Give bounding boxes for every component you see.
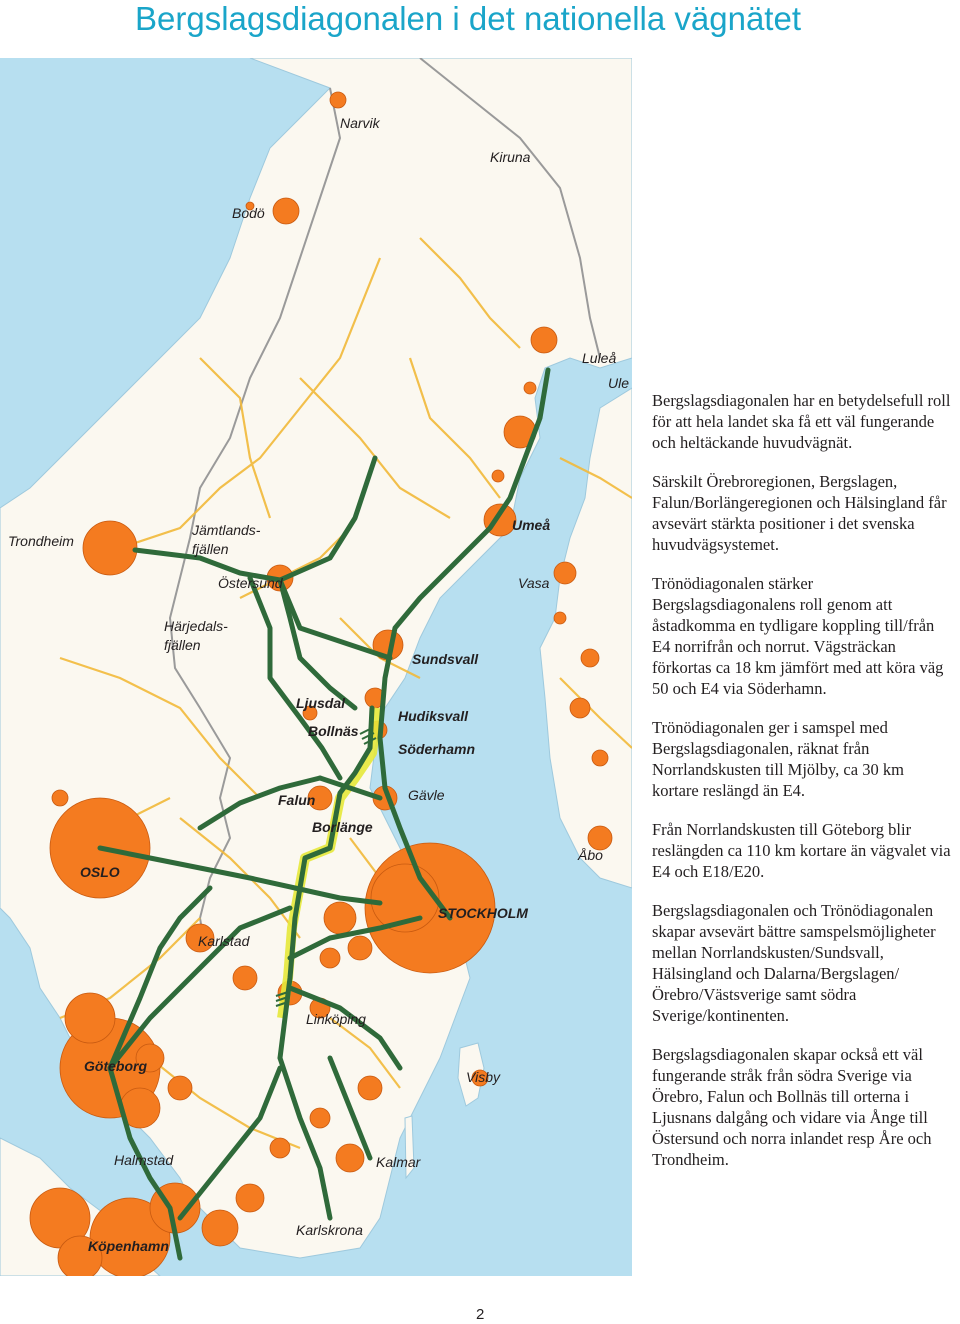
paragraph: Bergslagsdiagonalen har en betydelsefull roll för att hela landet ska få ett väl fungerande och heltäckande huvudvägnät. — [652, 391, 951, 452]
label-visby: Visby — [466, 1069, 500, 1085]
label-narvik: Narvik — [340, 115, 380, 131]
label-hudiksvall: Hudiksvall — [398, 708, 469, 724]
label-bollnas: Bollnäs — [308, 723, 359, 739]
label-linkoping: Linköping — [306, 1011, 366, 1027]
label-soderhamn: Söderhamn — [398, 741, 476, 757]
label-falun: Falun — [278, 792, 316, 808]
label-halmstad: Halmstad — [114, 1152, 174, 1168]
paragraph: Bergslagsdiagonalen skapar också ett väl fungerande stråk från södra Sverige via Örebro, Falun och Bollnäs till orterna i Ljusnans dalgång och vidare via Ånge till Östersund och norra inlandet resp Åre och Trondheim. — [652, 1045, 932, 1169]
label-harjedalsfjallen-1: Härjedals- — [164, 618, 228, 634]
page-number: 2 — [476, 1306, 485, 1323]
label-goteborg: Göteborg — [84, 1058, 147, 1074]
label-kopenhamn: Köpenhamn — [88, 1238, 169, 1254]
label-borlange: Borlänge — [312, 819, 373, 835]
label-jamtlandsfjallen-2: fjällen — [192, 541, 229, 557]
label-umea: Umeå — [512, 517, 551, 533]
label-oslo: OSLO — [80, 864, 120, 880]
label-ostersund: Östersund — [218, 575, 283, 591]
paragraph: Bergslagsdiagonalen och Trönödiagonalen skapar avsevärt bättre samspelsmöjligheter mellan Norrlandskusten/Sundsvall, Hälsingland och Dalarna/Bergslagen/Örebro/Västsverige samt södra Sverige/kontinenten. — [652, 901, 936, 1025]
paragraph: Trönödiagonalen stärker Bergslagsdiagonalens roll genom att åstadkomma en tydligare koppling till/från E4 norrifrån och norrut. Vägsträckan förkortas ca 18 km jämfört med att köra väg 50 och E4 via Söderhamn. — [652, 574, 944, 698]
paragraph: Trönödiagonalen ger i samspel med Bergslagsdiagonalen, räknat från Norrlandskusten till Mjölby, ca 30 km kortare reslängd än E4. — [652, 718, 904, 800]
label-gavle: Gävle — [408, 787, 445, 803]
paragraph: Från Norrlandskusten till Göteborg blir reslängden ca 110 km kortare än vägvalet via E4 och E18/E20. — [652, 820, 951, 881]
label-trondheim: Trondheim — [8, 533, 74, 549]
label-kalmar: Kalmar — [376, 1154, 421, 1170]
label-stockholm: STOCKHOLM — [438, 905, 528, 921]
map[interactable] — [0, 58, 632, 1276]
text-column — [652, 390, 952, 1188]
label-vasa: Vasa — [518, 575, 550, 591]
page-title: Bergslagsdiagonalen i det nationella vägnätet — [135, 0, 801, 37]
label-bodo: Bodö — [232, 205, 265, 221]
label-ule: Ule — [608, 375, 630, 391]
label-karlskrona: Karlskrona — [296, 1222, 363, 1238]
label-ljusdal: Ljusdal — [296, 695, 346, 711]
label-kiruna: Kiruna — [490, 149, 531, 165]
label-sundsvall: Sundsvall — [412, 651, 479, 667]
paragraph: Särskilt Örebroregionen, Bergslagen, Falun/Borlängeregionen och Hälsingland får avsevärt stärkta positioner i det svenska huvudvägsystemet. — [652, 472, 947, 554]
label-harjedalsfjallen-2: fjällen — [164, 637, 201, 653]
label-jamtlandsfjallen-1: Jämtlands- — [192, 522, 261, 538]
label-abo: Åbo — [578, 847, 603, 863]
label-lulea: Luleå — [582, 350, 617, 366]
label-karlstad: Karlstad — [198, 933, 250, 949]
